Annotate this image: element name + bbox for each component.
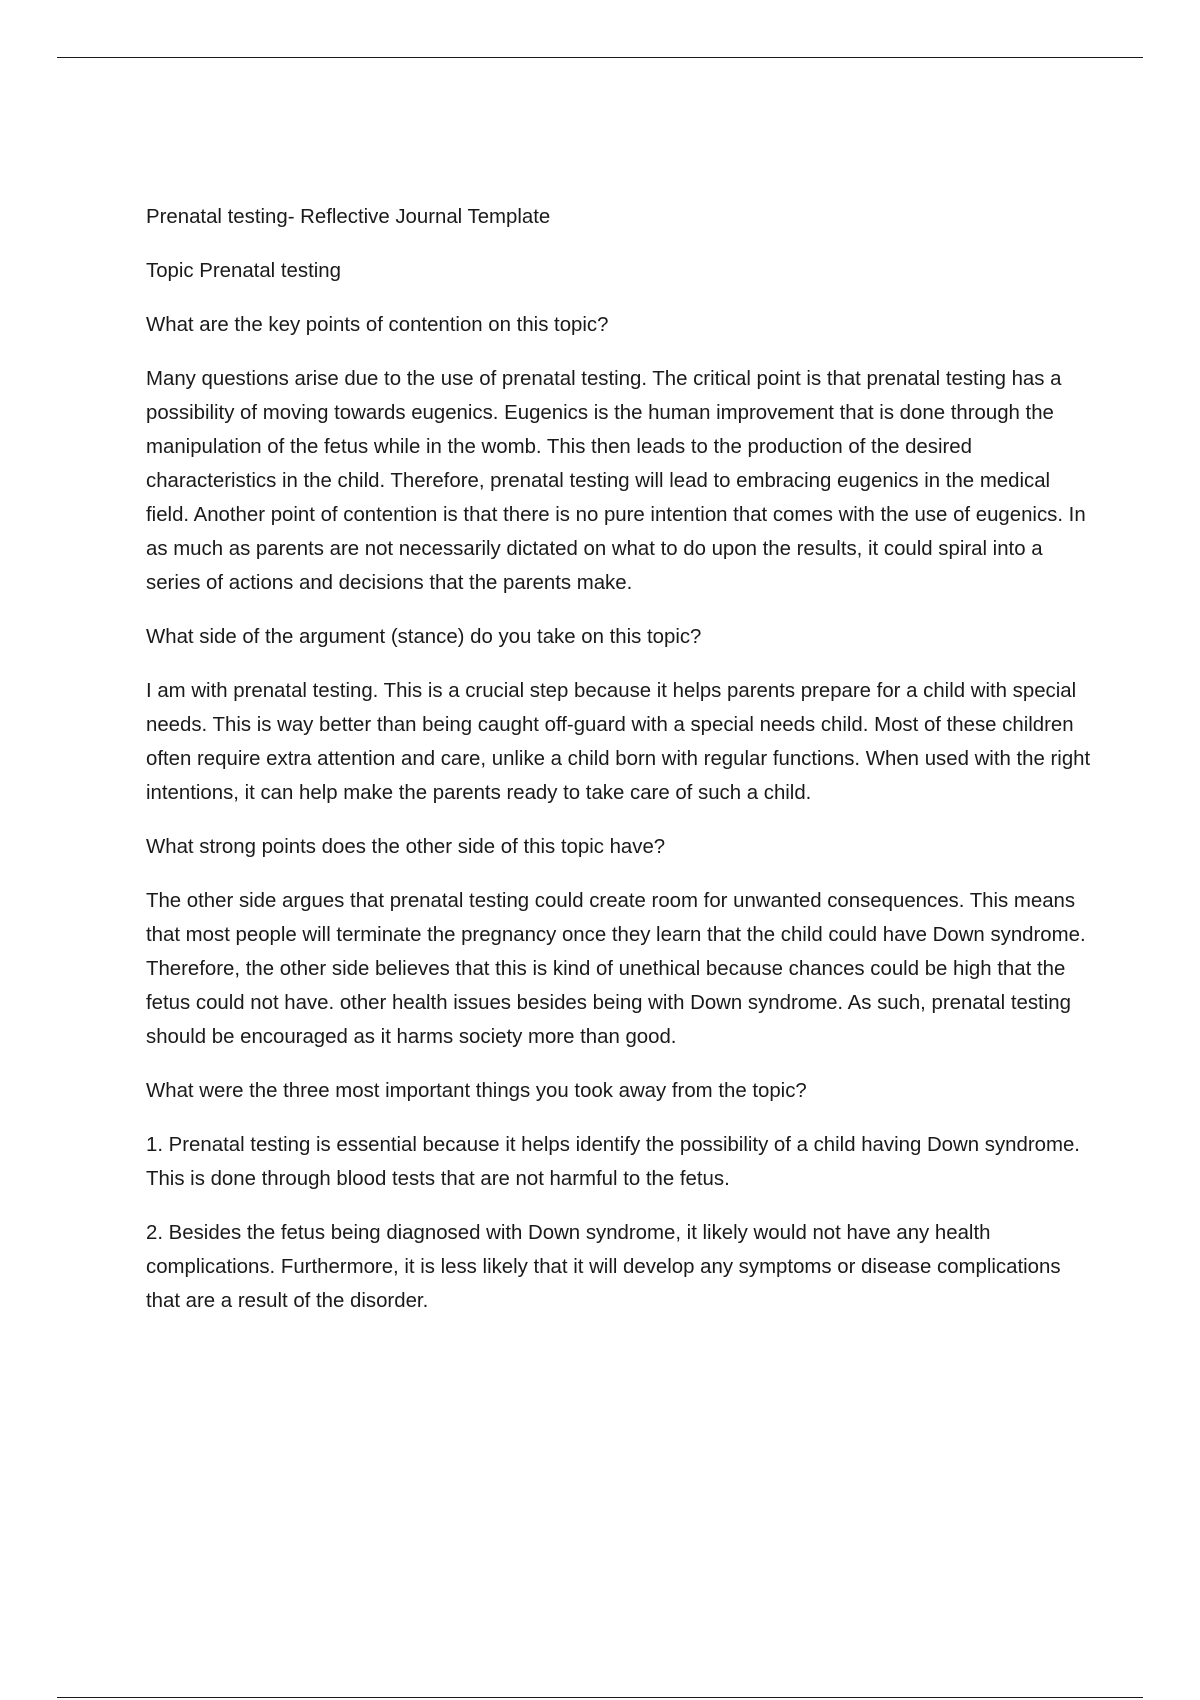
- takeaway-item: 2. Besides the fetus being diagnosed with Down syndrome, it likely would not have any health complications. Furthermore, it is less likely that it will develop any symptoms or disease complications that are a result of the disorder.: [146, 1222, 1061, 1312]
- answer-stance: I am with prenatal testing. This is a crucial step because it helps parents prepare for a child with special needs. This is way better than being caught off-guard with a special needs child. Most of these children often require extra attention and care, unlike a child born with regular functions. When used with the right intentions, it can help make the parents ready to take care of such a child.: [146, 680, 1091, 804]
- question-stance: What side of the argument (stance) do you take on this topic?: [146, 626, 702, 648]
- question-other-side: What strong points does the other side of this topic have?: [146, 836, 666, 858]
- document-title: Prenatal testing- Reflective Journal Template: [146, 206, 551, 228]
- question-takeaways: What were the three most important things you took away from the topic?: [146, 1080, 807, 1102]
- answer-other-side: The other side argues that prenatal testing could create room for unwanted consequences. This means that most people will terminate the pregnancy once they learn that the child could have Down syndrome. Therefore, the other side believes that this is kind of unethical because chances could be high that the fetus could not have. other health issues besides being with Down syndrome. As such, prenatal testing should be encouraged as it harms society more than good.: [146, 890, 1086, 1048]
- document-body: [146, 200, 1096, 1338]
- header-rule: [57, 57, 1143, 58]
- footer-rule: [57, 1697, 1143, 1698]
- topic-line: Topic Prenatal testing: [146, 260, 341, 282]
- question-contention: What are the key points of contention on this topic?: [146, 314, 609, 336]
- answer-contention: Many questions arise due to the use of prenatal testing. The critical point is that prenatal testing has a possibility of moving towards eugenics. Eugenics is the human improvement that is done through the manipulation of the fetus while in the womb. This then leads to the production of the desired characteristics in the child. Therefore, prenatal testing will lead to embracing eugenics in the medical field. Another point of contention is that there is no pure intention that comes with the use of eugenics. In as much as parents are not necessarily dictated on what to do upon the results, it could spiral into a series of actions and decisions that the parents make.: [146, 368, 1086, 594]
- takeaway-item: 1. Prenatal testing is essential because it helps identify the possibility of a child having Down syndrome. This is done through blood tests that are not harmful to the fetus.: [146, 1134, 1080, 1190]
